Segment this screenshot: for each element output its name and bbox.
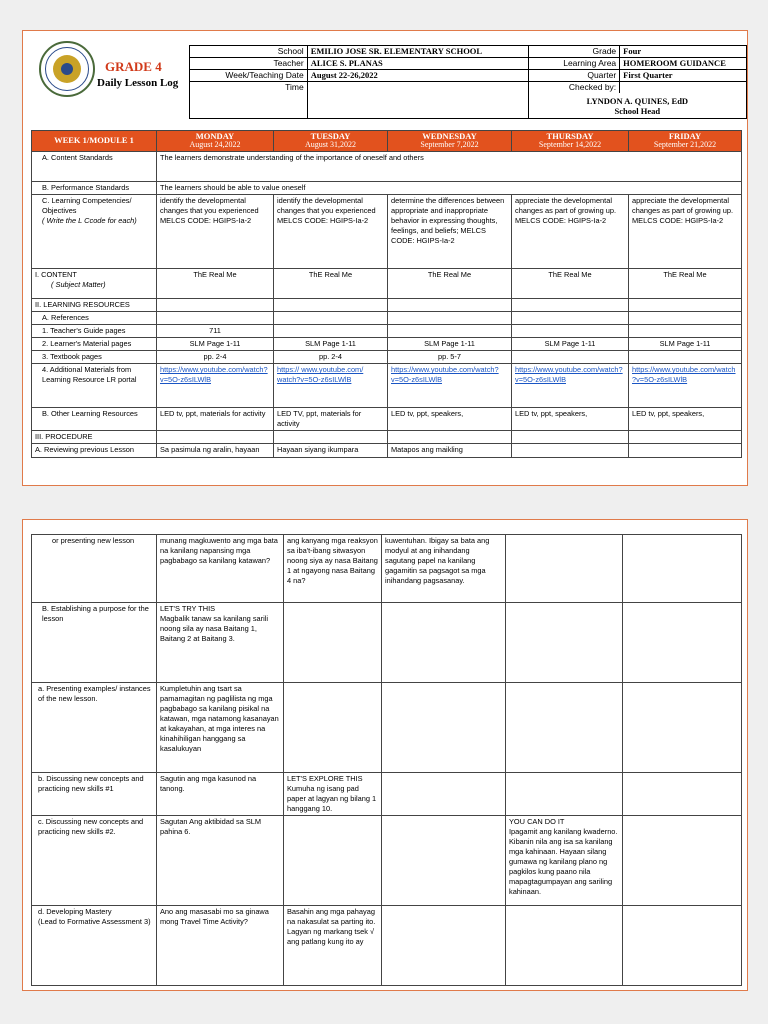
day-header-tuesday: TUESDAY August 31,2022 bbox=[274, 131, 388, 152]
learners-material-row: 2. Learner's Material pages SLM Page 1-11 SLM Page 1-11 SLM Page 1-11 SLM Page 1-11 SLM Page 1-11 bbox=[32, 338, 742, 351]
you-can-do-it-cell: YOU CAN DO IT Ipagamit ang kanilang kwaderno. Kibanin nila ang isa sa kanilang mga kahinaan. Hayaan silang gumawa ng kanilang plano ng pagkilos kung paano nila mapagtagumpayan ang sariling kahinaan. bbox=[506, 815, 623, 905]
school-head-signatory bbox=[528, 93, 746, 118]
day-header-friday: FRIDAY September 21,2022 bbox=[629, 131, 742, 152]
quarter-value: First Quarter bbox=[620, 70, 747, 82]
deped-seal-logo bbox=[39, 41, 95, 97]
content-row: I. CONTENT ( Subject Matter) ThE Real Me ThE Real Me ThE Real Me ThE Real Me ThE Real Me bbox=[32, 269, 742, 299]
presenting-row: a. Presenting examples/ instances of the new lesson. Kumpletuhin ang tsart sa pamamagitan ng paglilista ng mga pagbabago sa kanilang pisikal na katawan, mga natamong kasanayan at kakayahan, at mga interes na kinahihiligan hanggang sa kasalukuyan bbox=[32, 683, 742, 773]
reviewing-row: A. Reviewing previous Lesson Sa pasimula ng aralin, hayaan Hayaan siyang ikumpara Matapos ang maikling bbox=[32, 444, 742, 458]
week-label: WEEK 1/MODULE 1 bbox=[32, 131, 157, 152]
week-date-label: Week/Teaching Date bbox=[190, 70, 308, 82]
performance-standards-row: B. Performance Standards The learners should be able to value oneself bbox=[32, 182, 742, 195]
day-header-wednesday: WEDNESDAY September 7,2022 bbox=[388, 131, 512, 152]
textbook-pages-row: 3. Textbook pages pp. 2-4 pp. 2-4 pp. 5-7 bbox=[32, 351, 742, 364]
week-date-value: August 22-26,2022 bbox=[307, 70, 528, 82]
youtube-link-monday[interactable]: https://www.youtube.com/watch?v=5O-z6sILWlB bbox=[157, 364, 274, 408]
header-table bbox=[189, 45, 747, 119]
checked-by-label: Checked by: bbox=[528, 82, 620, 94]
page-1 bbox=[22, 30, 748, 486]
youtube-link-tuesday[interactable]: https:// www.youtube.com/ watch?v=5O-z6sILWlB bbox=[274, 364, 388, 408]
teacher-value: ALICE S. PLANAS bbox=[307, 58, 528, 70]
discussing-2-row: c. Discussing new concepts and practicing new skills #2. Sagutan Ang aktibidad sa SLM pahina 6. YOU CAN DO IT Ipagamit ang kanilang kwaderno. Kibanin nila ang isa sa kanilang mga kahinaan. Hayaan silang gumawa ng kanilang plano ng pagkilos kung paano nila mapagtagumpayan ang sariling kahinaan. bbox=[32, 815, 742, 905]
lesson-table-page-2 bbox=[31, 534, 742, 986]
learning-resources-row: II. LEARNING RESOURCES bbox=[32, 299, 742, 312]
youtube-link-wednesday[interactable]: https://www.youtube.com/watch?v=5O-z6sILWlB bbox=[388, 364, 512, 408]
content-standards-row: A. Content Standards The learners demonstrate understanding of the importance of oneself and others bbox=[32, 152, 742, 182]
quarter-label: Quarter bbox=[528, 70, 620, 82]
day-header-monday: MONDAY August 24,2022 bbox=[157, 131, 274, 152]
other-resources-row: B. Other Learning Resources LED tv, ppt, materials for activity LED TV, ppt, materials for activity LED tv, ppt, speakers, LED tv, ppt, speakers, LED tv, ppt, speakers, bbox=[32, 408, 742, 431]
reviewing-cont-row: or presenting new lesson munang magkuwento ang mga bata na kanilang napansing mga pagbabago sa kanilang katawan? ang kanyang mga reaksyon sa iba't-ibang sitwasyon noong siya ay nasa Baitang 1 at ngayong nasa Baitang 4 na? kuwentuhan. Ibigay sa bata ang modyul at ang inihandang sagutang papel na kanilang gagamitin sa pagsagot sa mga inihandang pagsasanay. bbox=[32, 535, 742, 603]
youtube-link-friday[interactable]: https://www.youtube.com/watch?v=5O-z6sILWlB bbox=[629, 364, 742, 408]
lesson-table-page-1 bbox=[31, 130, 742, 458]
purpose-row: B. Establishing a purpose for the lesson LET'S TRY THIS Magbalik tanaw sa kanilang sarili noong sila ay nasa Baitang 1, Baitang 2 at Baitang 3. bbox=[32, 603, 742, 683]
learning-area-label: Learning Area bbox=[528, 58, 620, 70]
school-head-name: LYNDON A. QUINES, EdD bbox=[586, 95, 689, 106]
references-row: A. References bbox=[32, 312, 742, 325]
learning-area-value: HOMEROOM GUIDANCE bbox=[620, 58, 747, 70]
grade-value: Four bbox=[620, 46, 747, 58]
additional-materials-row: 4. Additional Materials from Learning Resource LR portal https://www.youtube.com/watch?v=5O-z6sILWlB https:// www.youtube.com/ watch?v=5O-z6sILWlB https://www.youtube.com/watch?v=5O-z6sILWlB https://www.youtube.com/watch?v=5O-z6sILWlB https://www.youtube.com/watch?v=5O-z6sILWlB bbox=[32, 364, 742, 408]
school-head-title: School Head bbox=[614, 105, 661, 116]
teachers-guide-row: 1. Teacher's Guide pages 711 bbox=[32, 325, 742, 338]
youtube-link-thursday[interactable]: https://www.youtube.com/watch?v=5O-z6sILWlB bbox=[512, 364, 629, 408]
school-label: School bbox=[190, 46, 308, 58]
daily-lesson-log-title: Daily Lesson Log bbox=[97, 77, 179, 89]
grade-title: GRADE 4 bbox=[105, 59, 162, 74]
teacher-label: Teacher bbox=[190, 58, 308, 70]
mastery-row: d. Developing Mastery (Lead to Formative Assessment 3) Ano ang masasabi mo sa ginawa mong Travel Time Activity? Basahin ang mga pahayag na nakasulat sa parting ito. Lagyan ng markang tsek √ ang patlang kung ito ay bbox=[32, 905, 742, 985]
day-header-thursday: THURSDAY September 14,2022 bbox=[512, 131, 629, 152]
grade-label: Grade bbox=[528, 46, 620, 58]
time-value bbox=[307, 82, 528, 119]
competencies-row: C. Learning Competencies/ Objectives ( Write the L Ccode for each) identify the developmental changes that you experienced MELCS CODE: HGIPS-Ia-2 identify the developmental changes that you experienced MELCS CODE: HGIPS-Ia-2 determine the differences between appropriate and inappropriate behavior in expressing thoughts, feelings, and beliefs; MELCS CODE: HGIPS-Ia-2 appreciate the developmental changes as part of growing up. MELCS CODE: HGIPS-Ia-2 appreciate the developmental changes as part of growing up. MELCS CODE: HGIPS-Ia-2 bbox=[32, 195, 742, 269]
procedure-row: III. PROCEDURE bbox=[32, 431, 742, 444]
time-label: Time bbox=[190, 82, 308, 119]
page-2 bbox=[22, 519, 748, 991]
discussing-1-row: b. Discussing new concepts and practicing new skills #1 Sagutin ang mga kasunod na tanong. LET'S EXPLORE THIS Kumuha ng isang pad paper at lagyan ng bilang 1 hanggang 10. bbox=[32, 773, 742, 816]
day-header-row bbox=[32, 131, 742, 152]
school-value: EMILIO JOSE SR. ELEMENTARY SCHOOL bbox=[307, 46, 528, 58]
